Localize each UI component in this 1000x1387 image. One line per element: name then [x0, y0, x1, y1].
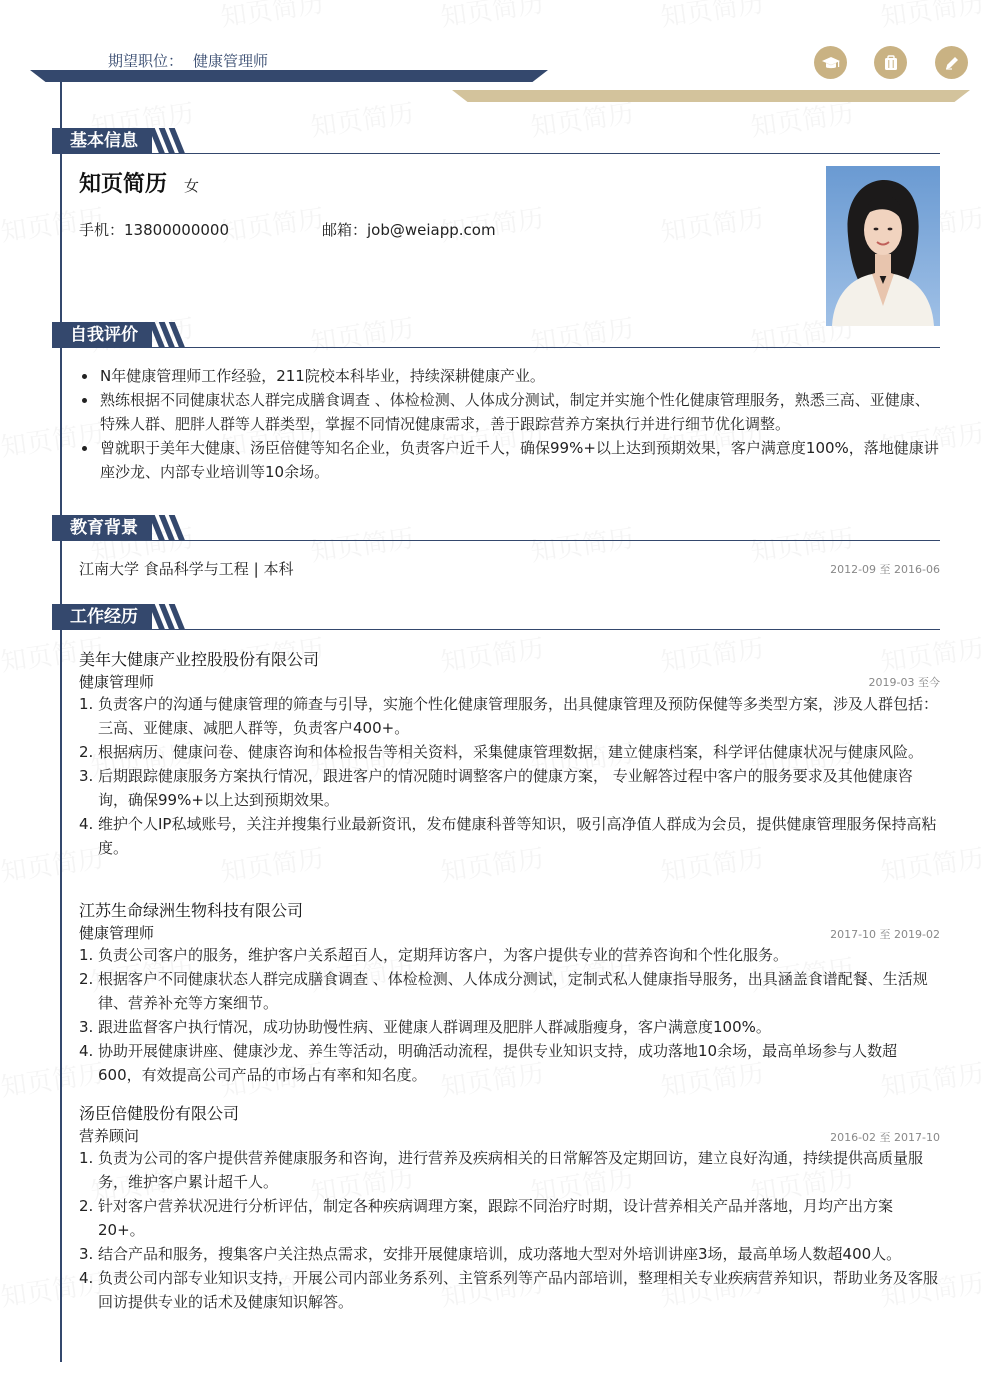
section-rule: [52, 540, 940, 541]
section-title: 工作经历: [52, 604, 152, 630]
phone-label: 手机：: [79, 221, 125, 239]
list-item: 3. 跟进监督客户执行情况，成功协助慢性病、亚健康人群调理及肥胖人群减脂瘦身，客户满意度100%。: [79, 1018, 771, 1036]
list-item: 1. 负责客户的沟通与健康管理的筛查与引导，实施个性化健康管理服务，出具健康管理及预防保健等多类型方案，涉及人群包括：三高、亚健康、减肥人群等，负责客户400+。: [79, 695, 939, 737]
job-role: 健康管理师: [79, 924, 155, 942]
left-vertical-line: [60, 80, 62, 1362]
header-bar-gold: [452, 90, 970, 102]
section-rule: [52, 629, 940, 630]
list-item: 熟练根据不同健康状态人群完成膳食调查 、体检检测、人体成分测试，制定并实施个性化健康管理服务，熟悉三高、亚健康、特殊人群、肥胖人群等人群类型，掌握不同情况健康需求，善于跟踪营养方案执行并进行细节优化调整。: [79, 388, 939, 436]
job-date: 2016-02 至 2017-10: [830, 1131, 940, 1144]
section-header-work: [52, 604, 940, 630]
job-role: 健康管理师: [79, 673, 155, 691]
job-role: 营养顾问: [79, 1127, 140, 1145]
section-title: 教育背景: [52, 515, 152, 541]
section-title: 自我评价: [52, 322, 152, 348]
section-title: 基本信息: [52, 128, 152, 154]
list-item: 1. 负责公司客户的服务，维护客户关系超百人，定期拜访客户，为客户提供专业的营养咨询和个性化服务。: [79, 946, 789, 964]
watermark-text: [658, 0, 766, 34]
list-item: 1. 负责为公司的客户提供营养健康服务和咨询，进行营养及疾病相关的日常解答及定期回访，建立良好沟通，持续提供高质量服务，维护客户累计超千人。: [79, 1149, 924, 1191]
watermark-text: [878, 628, 986, 679]
list-item: 4. 负责公司内部专业知识支持，开展公司内部业务系列、主管系列等产品内部培训，整理相关专业疾病营养知识，帮助业务及客服回访提供专业的话术及健康知识解答。: [79, 1269, 939, 1311]
candidate-gender: 女: [184, 177, 200, 195]
email: [322, 219, 496, 240]
email-value: job@weiapp.com: [367, 221, 496, 239]
education-date: 2012-09 至 2016-06: [830, 563, 940, 576]
job-date: 2019-03 至今: [868, 676, 940, 689]
degree: 本科: [263, 560, 294, 578]
target-position-label: 期望职位：: [108, 52, 184, 70]
section-header-basic: [52, 128, 940, 154]
self-evaluation-list: [79, 364, 939, 484]
section-rule: [52, 347, 940, 348]
email-label: 邮箱：: [322, 221, 368, 239]
target-position-value: 健康管理师: [193, 52, 269, 70]
separator: |: [253, 560, 259, 578]
list-item: 2. 根据病历、健康问卷、健康咨询和体检报告等相关资料，采集健康管理数据，建立健康档案，科学评估健康状况与健康风险。: [79, 743, 924, 761]
list-item: 3. 结合产品和服务，搜集客户关注热点需求，安排开展健康培训，成功落地大型对外培训讲座3场，最高单场人数超400人。: [79, 1245, 902, 1263]
company-name: 江苏生命绿洲生物科技有限公司: [79, 901, 304, 920]
pencil-icon: [935, 46, 968, 79]
watermark-text: [218, 198, 326, 249]
list-item: 2. 根据客户不同健康状态人群完成膳食调查 、体检检测、人体成分测试，定制式私人健康指导服务，出具涵盖食谱配餐、生活规律、营养补充等方案细节。: [79, 970, 928, 1012]
list-item: 曾就职于美年大健康、汤臣倍健等知名企业，负责客户近千人，确保99%+以上达到预期效果，客户满意度100%，落地健康讲座沙龙、内部专业培训等10余场。: [79, 436, 939, 484]
list-item: 3. 后期跟踪健康服务方案执行情况，跟进客户的情况随时调整客户的健康方案， 专业解答过程中客户的服务要求及其他健康咨询，确保99%+以上达到预期效果。: [79, 767, 913, 809]
education-entry: [79, 558, 293, 579]
company-name: 汤臣倍健股份有限公司: [79, 1104, 240, 1123]
job-duties-list: [79, 692, 939, 860]
section-rule: [52, 153, 940, 154]
major: 食品科学与工程: [143, 560, 249, 578]
section-header-education: [52, 515, 940, 541]
phone: [79, 219, 229, 240]
target-position: [108, 50, 268, 71]
profile-photo: [826, 166, 940, 326]
watermark-text: [218, 0, 326, 34]
school-name: 江南大学: [79, 560, 140, 578]
section-header-self-evaluation: [52, 322, 940, 348]
list-item: 2. 针对客户营养状况进行分析评估，制定各种疾病调理方案，跟踪不同治疗时期，设计营养相关产品并落地，月均产出方案20+。: [79, 1197, 894, 1239]
watermark-text: [658, 628, 766, 679]
list-item: 4. 维护个人IP私域账号，关注并搜集行业最新资讯，发布健康科普等知识，吸引高净值人群成为会员，提供健康管理服务保持高粘度。: [79, 815, 937, 857]
job-duties-list: [79, 1146, 939, 1314]
list-item: 4. 协助开展健康讲座、健康沙龙、养生等活动，明确活动流程，提供专业知识支持，成功落地10余场，最高单场参与人数超600，有效提高公司产品的市场占有率和知名度。: [79, 1042, 898, 1084]
phone-value: 13800000000: [124, 221, 229, 239]
watermark-text: [878, 0, 986, 34]
job-duties-list: [79, 943, 939, 1087]
header-bar-navy: [30, 70, 548, 82]
briefcase-icon: [874, 46, 907, 79]
watermark-text: [658, 198, 766, 249]
company-name: 美年大健康产业控股股份有限公司: [79, 650, 320, 669]
list-item: N年健康管理师工作经验，211院校本科毕业，持续深耕健康产业。: [79, 364, 939, 388]
watermark-text: [438, 628, 546, 679]
job-date: 2017-10 至 2019-02: [830, 928, 940, 941]
candidate-name: 知页简历: [79, 172, 168, 197]
watermark-text: [438, 0, 546, 34]
graduation-cap-icon: [814, 46, 847, 79]
